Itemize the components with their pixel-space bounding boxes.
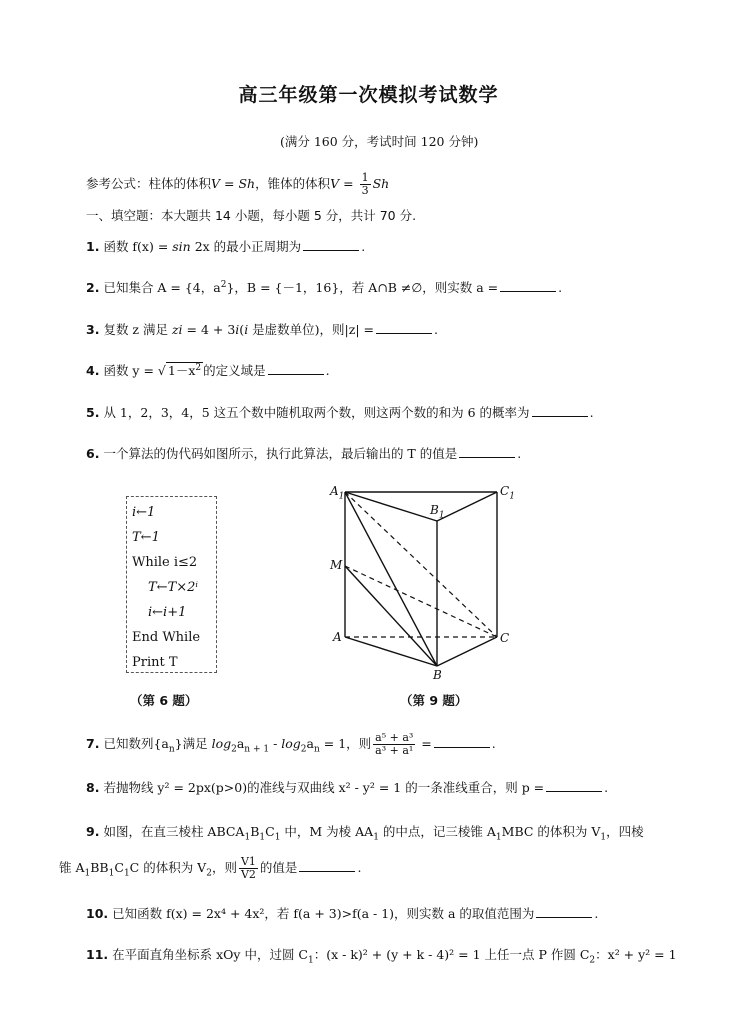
formula-eq2: = <box>339 176 358 192</box>
formula-eq1: = <box>220 176 239 192</box>
q7-sub: n + 1 <box>244 744 270 755</box>
q3-period: . <box>434 322 438 337</box>
q9-text-g: ，四棱 <box>606 824 644 839</box>
answer-blank[interactable] <box>532 405 588 417</box>
code-line: T←1 <box>132 530 160 545</box>
q9-text-a: 如图，在直三棱柱 ABCA <box>103 824 245 839</box>
figure-6-caption: （第 6 题） <box>130 693 198 708</box>
q9-text-e: 的中点，记三棱锥 A <box>378 824 496 839</box>
q7-text-b: }满足 <box>174 736 212 752</box>
code-line: Print T <box>132 655 178 670</box>
q9-sub: 1 <box>84 868 91 879</box>
q2-text-b: }，B = {－1，16}，若 A∩B ≠∅，则实数 a = <box>226 280 499 295</box>
frac-denominator: V2 <box>240 868 256 882</box>
question-6 <box>86 444 521 462</box>
q7-text-i: = 1，则 <box>319 736 372 752</box>
answer-blank[interactable] <box>500 280 556 292</box>
prism-figure <box>320 480 520 680</box>
question-2 <box>86 278 562 296</box>
answer-blank[interactable] <box>376 322 432 334</box>
label-m: M <box>330 558 343 572</box>
q7-number: 7. <box>86 736 100 752</box>
answer-blank[interactable] <box>546 780 602 792</box>
q9-text-b-b: BB <box>90 860 109 876</box>
code-line: i←i+1 <box>148 605 187 620</box>
q9-sub: 1 <box>244 832 251 843</box>
q7-text-h: a <box>306 736 314 752</box>
q9-fraction <box>239 856 258 881</box>
q9-text-b-c: C <box>114 860 124 876</box>
q8-number: 8. <box>86 780 100 795</box>
formula-v2: V <box>330 176 340 192</box>
sqrt-radicand <box>166 362 203 378</box>
q9-text-b: B <box>250 824 260 839</box>
question-4 <box>86 361 330 379</box>
formula-fraction <box>360 172 371 197</box>
label-c1 <box>500 484 515 501</box>
q9-sub: 1 <box>495 832 502 843</box>
label-b1-text: B <box>430 503 439 517</box>
question-5 <box>86 403 594 421</box>
section-heading: 一、填空题：本大题共 14 小题，每小题 5 分，共计 70 分. <box>86 208 417 223</box>
q11-text-c: ：x² + y² = 1 <box>595 947 677 962</box>
q1-number: 1. <box>86 239 100 254</box>
q9-sub: 1 <box>600 832 607 843</box>
q3-text-b: zi <box>171 322 183 337</box>
q3-text-d: i <box>235 322 240 337</box>
question-3 <box>86 320 438 338</box>
reference-formula <box>86 172 389 197</box>
q7-sub: 2 <box>231 744 237 755</box>
question-1 <box>86 237 365 255</box>
q9-text-c: C <box>265 824 275 839</box>
q5-period: . <box>589 405 594 420</box>
q5-text-a: 从 1，2，3，4，5 这五个数中随机取两个数，则这两个数的和为 6 的概率为 <box>103 405 530 420</box>
q9-sub: 1 <box>373 832 379 843</box>
q2-sup: 2 <box>220 279 227 290</box>
q1-period: . <box>361 239 366 254</box>
q7-fraction <box>373 732 415 757</box>
q9-text-f: MBC 的体积为 V <box>501 824 601 839</box>
q8-text-a: 若抛物线 y² = 2px(p>0)的准线与双曲线 x² - y² = 1 的一条准线重合，则 p = <box>103 780 545 795</box>
q7-period: . <box>491 736 496 752</box>
formula-sh1: Sh <box>238 176 256 192</box>
q7-log: log <box>281 736 301 752</box>
q11-sub: 1 <box>308 955 314 966</box>
label-b1 <box>430 503 445 520</box>
q1-text-b: sin <box>172 239 191 254</box>
q9-sub: 1 <box>259 832 266 843</box>
q6-period: . <box>517 446 522 461</box>
q6-number: 6. <box>86 446 100 461</box>
answer-blank[interactable] <box>434 736 490 748</box>
q2-text-a: 已知集合 A = {4，a <box>103 280 221 295</box>
sqrt-sign: √ <box>157 363 166 378</box>
label-a1 <box>330 484 344 501</box>
q11-text-b: ：(x - k)² + (y + k - 4)² = 1 上任一点 P 作圆 C <box>313 947 590 962</box>
label-b: B <box>433 668 442 682</box>
q10-number: 10. <box>86 906 109 921</box>
q1-text-c: 2x 的最小正周期为 <box>190 239 302 254</box>
label-a1-text: A <box>330 484 339 498</box>
formula-prefix: 参考公式：柱体的体积 <box>86 176 212 192</box>
q3-text-f: i <box>244 322 249 337</box>
q6-text-a: 一个算法的伪代码如图所示，执行此算法，最后输出的 T 的值是 <box>103 446 458 461</box>
q3-text-a: 复数 z 满足 <box>103 322 172 337</box>
q10-text-a: 已知函数 f(x) = 2x⁴ + 4x²，若 f(a + 3)>f(a - 1)，则实数 a 的取值范围为 <box>112 906 535 921</box>
q9-text-b-e: C 的体积为 V <box>129 860 207 876</box>
formula-mid: ，锥体的体积 <box>255 176 331 192</box>
exam-subtitle: (满分 160 分，考试时间 120 分钟) <box>280 134 479 149</box>
q4-sup: 2 <box>195 362 202 373</box>
q7-text-a: 已知数列{a <box>103 736 169 752</box>
frac-numerator: V1 <box>240 855 256 868</box>
answer-blank[interactable] <box>303 239 359 251</box>
frac-denominator: a³ + a¹ <box>375 744 414 758</box>
edge-a1c-dashed <box>345 492 497 637</box>
q3-number: 3. <box>86 322 100 337</box>
question-9 <box>86 822 644 843</box>
label-a1-sub: 1 <box>338 491 345 502</box>
q9-text-b-f: ，则 <box>211 860 237 876</box>
q9-text-d: 中，M 为棱 AA <box>280 824 374 839</box>
q4-text-a: 函数 y = <box>103 363 158 378</box>
answer-blank[interactable] <box>536 906 592 918</box>
frac-numerator: 1 <box>361 171 369 184</box>
q7-text-e: a <box>236 736 245 752</box>
q9-number: 9. <box>86 824 100 839</box>
edge-bc <box>437 637 497 666</box>
figure-9-caption: （第 9 题） <box>400 693 468 708</box>
q2-number: 2. <box>86 280 100 295</box>
answer-blank[interactable] <box>299 860 355 872</box>
q1-text-a: 函数 f(x) = <box>103 239 173 254</box>
q7-sub: 2 <box>300 744 307 755</box>
edge-b1c1 <box>437 492 497 521</box>
pseudocode <box>132 500 200 675</box>
q9-text-b-g: 的值是 <box>259 860 298 876</box>
q7-text-f: - <box>269 736 282 752</box>
code-line: End While <box>132 630 201 645</box>
q9-period: . <box>357 860 362 876</box>
q9-sub: 1 <box>123 868 130 879</box>
q3-text-c: = 4 + 3 <box>182 322 236 337</box>
question-11 <box>86 945 677 966</box>
code-line: While i≤2 <box>132 555 198 570</box>
q7-log: log <box>211 736 232 752</box>
code-line: i←1 <box>132 505 156 520</box>
q9-text-b-a: 锥 A <box>59 860 85 876</box>
q11-sub: 2 <box>589 955 596 966</box>
question-8 <box>86 778 608 796</box>
edge-a1b <box>345 492 437 666</box>
q8-period: . <box>604 780 609 795</box>
q3-text-g: 是虚数单位)，则|z| = <box>248 322 374 337</box>
q7-text-j: = <box>417 736 432 752</box>
label-b1-sub: 1 <box>438 510 445 521</box>
q9-sub: 1 <box>274 832 281 843</box>
question-7 <box>86 732 496 757</box>
answer-blank[interactable] <box>459 446 515 458</box>
q5-number: 5. <box>86 405 100 420</box>
q10-period: . <box>594 906 599 921</box>
formula-v1: V <box>211 176 221 192</box>
q4-period: . <box>325 363 330 378</box>
code-line: T←T×2ⁱ <box>148 580 199 595</box>
label-c1-text: C <box>500 484 510 498</box>
q7-sub: n <box>313 744 320 755</box>
q7-sub: n <box>168 744 175 755</box>
q11-number: 11. <box>86 947 109 962</box>
page-title: 高三年级第一次模拟考试数学 <box>238 84 499 106</box>
label-c: C <box>500 631 510 645</box>
q4-text-b: 的定义域是 <box>203 363 266 378</box>
frac-denominator: 3 <box>361 184 369 198</box>
frac-numerator: a⁵ + a³ <box>375 731 414 744</box>
q9-sub: 1 <box>108 868 115 879</box>
question-9-continued <box>59 856 361 881</box>
q3-text-e: ( <box>239 322 245 337</box>
q2-period: . <box>558 280 563 295</box>
edge-mc-dashed <box>345 566 497 637</box>
q4-root: 1－x <box>167 363 196 378</box>
q11-text-a: 在平面直角坐标系 xOy 中，过圆 C <box>112 947 308 962</box>
q9-sub: 2 <box>206 868 212 879</box>
answer-blank[interactable] <box>268 363 324 375</box>
formula-sh2: Sh <box>372 176 390 192</box>
label-c1-sub: 1 <box>509 491 515 502</box>
q4-number: 4. <box>86 363 100 378</box>
label-a: A <box>333 630 342 644</box>
question-10 <box>86 904 598 922</box>
